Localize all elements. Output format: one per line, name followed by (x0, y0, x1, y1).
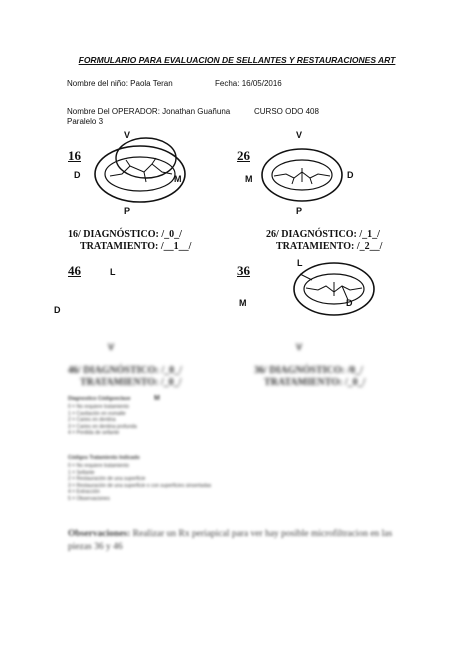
diagnosis-code-item: 0 = No requiere tratamiento (68, 404, 130, 410)
treatment-codes-title: Códigos Tratamiento Indicado (68, 455, 140, 461)
diagnosis-46: 46/ DIAGNÓSTICO: /_0_/ (68, 365, 182, 376)
treatment-code-item: 1 = Sellante (68, 469, 95, 476)
course-row (254, 107, 319, 116)
treatment-16: TRATAMIENTO: /__1__/ (80, 241, 192, 252)
surface-m-36: M (239, 298, 247, 308)
surface-p-26: P (296, 206, 303, 216)
observations-text: Realizar un Rx periapical para ver hay posible microfiltracion en las piezas 36 y 46 (68, 529, 393, 552)
treatment-36: TRATAMIENTO: /_0_/ (264, 377, 366, 388)
surface-l-36: L (297, 258, 303, 268)
surface-v-46: V (108, 342, 115, 352)
operator-label: Nombre Del OPERADOR: (67, 107, 160, 116)
treatment-46: TRATAMIENTO: /_0_/ (80, 377, 182, 388)
observations-label: Observaciones: (68, 529, 131, 539)
tooth-46-number: 46 (68, 263, 81, 278)
tooth-26-number: 26 (237, 148, 250, 163)
child-name-value: Paola Teran (130, 79, 173, 88)
treatment-codes (68, 455, 268, 502)
surface-l-46: L (110, 267, 116, 277)
surface-m-16: M (174, 174, 182, 184)
diagnosis-26: 26/ DIAGNÓSTICO: /_1_/ (266, 229, 380, 240)
child-name-label: Nombre del niño: (67, 79, 128, 88)
diagnosis-code-item: 3 = Caries en dentina profunda (68, 423, 137, 430)
surface-p-16: P (124, 206, 131, 216)
treatment-code-item: 3 = Restauración de una superficie o con superficies sinsertadas (68, 482, 212, 489)
surface-d-16: D (74, 170, 81, 180)
tooth-16-number: 16 (68, 148, 81, 163)
form-title: FORMULARIO PARA EVALUACION DE SELLANTES Y RESTAURACIONES ART (78, 55, 396, 65)
treatment-code-item: 2 = Restauración de una superficie (68, 476, 146, 482)
surface-m-26: M (245, 174, 253, 184)
diagnosis-codes (68, 396, 188, 437)
surface-m-46: M (154, 395, 160, 402)
date-label: Fecha: (215, 79, 240, 88)
date-value: 16/05/2016 (241, 79, 282, 88)
treatment-code-item: 5 = Observaciones (68, 495, 110, 502)
diagnosis-code-item: 1 = Cavitación en esmalte (68, 410, 126, 417)
diagnosis-codes-title: Diagnostico Códigoeclase (68, 396, 131, 402)
child-name-row (67, 79, 173, 88)
tooth-16-diagram (92, 136, 192, 206)
parallel-label: Paralelo 3 (67, 117, 104, 126)
tooth-36-diagram (292, 260, 376, 318)
treatment-code-item: 0 = No requiere tratamiento (68, 463, 130, 469)
diagnosis-code-item: 2 = Caries en dentina (68, 417, 116, 423)
diagnosis-36: 36/ DIAGNÓSTICO: /0_/ (254, 365, 363, 376)
course-label: CURSO (254, 107, 283, 116)
tooth-36-number: 36 (237, 263, 250, 278)
observations (68, 528, 408, 554)
surface-d-46: D (54, 305, 61, 315)
course-value: ODO 408 (285, 107, 319, 116)
date-row (215, 79, 282, 88)
diagnosis-16: 16/ DIAGNÓSTICO: /_0_/ (68, 229, 182, 240)
surface-v-26: V (296, 130, 303, 140)
surface-d-26: D (347, 170, 354, 180)
treatment-code-item: 4 = Extracción (68, 489, 100, 495)
surface-d-36: D (346, 298, 353, 308)
surface-v-16: V (124, 130, 131, 140)
treatment-26: TRATAMIENTO: /_2__/ (276, 241, 383, 252)
tooth-26-diagram (260, 146, 344, 204)
diagnosis-code-item: 4 = Perdida de sellante (68, 430, 120, 436)
surface-v-36: V (296, 342, 303, 352)
operator-row (67, 107, 230, 116)
operator-value: Jonathan Guañuna (162, 107, 231, 116)
